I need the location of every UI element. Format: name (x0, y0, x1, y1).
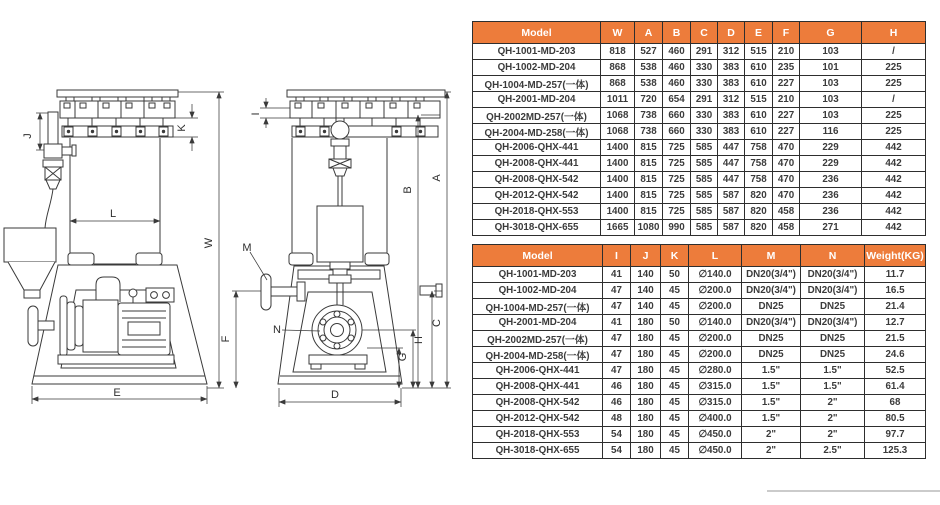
column-header: K (661, 245, 689, 267)
value-cell: 45 (661, 331, 689, 347)
value-cell: 330 (691, 60, 718, 76)
value-cell: 527 (635, 44, 663, 60)
value-cell: 515 (745, 92, 773, 108)
table-row (473, 427, 926, 443)
dim-label-i: I (250, 112, 262, 116)
value-cell: 442 (862, 172, 926, 188)
table-row (473, 108, 926, 124)
value-cell: 45 (661, 379, 689, 395)
value-cell: 610 (745, 124, 773, 140)
value-cell: 470 (773, 140, 800, 156)
column-header: F (773, 22, 800, 44)
value-cell: 610 (745, 76, 773, 92)
table-row (473, 443, 926, 459)
value-cell: 21.4 (865, 299, 926, 315)
value-cell: 180 (631, 427, 661, 443)
table-row (473, 363, 926, 379)
value-cell: DN25 (801, 347, 865, 363)
value-cell: 312 (718, 44, 745, 60)
value-cell: 758 (745, 140, 773, 156)
table-row (473, 124, 926, 140)
value-cell: 470 (773, 188, 800, 204)
value-cell: 460 (663, 76, 691, 92)
value-cell: 460 (663, 44, 691, 60)
value-cell: 1665 (601, 220, 635, 236)
value-cell: 225 (862, 60, 926, 76)
value-cell: 45 (661, 283, 689, 299)
value-cell: ∅140.0 (689, 315, 742, 331)
value-cell: 868 (601, 60, 635, 76)
value-cell: 585 (691, 172, 718, 188)
table-row (473, 220, 926, 236)
value-cell: 820 (745, 204, 773, 220)
value-cell: 868 (601, 76, 635, 92)
table-row (473, 76, 926, 92)
value-cell: 47 (603, 363, 631, 379)
value-cell: 515 (745, 44, 773, 60)
value-cell: 229 (800, 140, 862, 156)
value-cell: 725 (663, 204, 691, 220)
value-cell: 1400 (601, 172, 635, 188)
table-row (473, 395, 926, 411)
value-cell: 447 (718, 140, 745, 156)
model-cell: QH-1001-MD-203 (473, 44, 601, 60)
value-cell: DN20(3/4") (742, 315, 801, 331)
value-cell: ∅200.0 (689, 299, 742, 315)
value-cell: 1080 (635, 220, 663, 236)
model-cell: QH-2002MD-257(一体) (473, 331, 603, 347)
value-cell: 12.7 (865, 315, 926, 331)
value-cell: 2.5" (801, 443, 865, 459)
value-cell: ∅280.0 (689, 363, 742, 379)
column-header: C (691, 22, 718, 44)
value-cell: 45 (661, 411, 689, 427)
value-cell: 442 (862, 156, 926, 172)
value-cell: 470 (773, 156, 800, 172)
model-cell: QH-2018-QHX-553 (473, 204, 601, 220)
value-cell: 720 (635, 92, 663, 108)
value-cell: 738 (635, 108, 663, 124)
value-cell: 383 (718, 124, 745, 140)
model-cell: QH-1004-MD-257(一体) (473, 76, 601, 92)
value-cell: 227 (773, 76, 800, 92)
value-cell: DN25 (801, 299, 865, 315)
model-cell: QH-2006-QHX-441 (473, 363, 603, 379)
value-cell: 1068 (601, 124, 635, 140)
value-cell: 447 (718, 156, 745, 172)
front-view (4, 90, 207, 384)
table-row (473, 172, 926, 188)
value-cell: 41 (603, 315, 631, 331)
value-cell: 11.7 (865, 267, 926, 283)
value-cell: 103 (800, 44, 862, 60)
value-cell: 458 (773, 220, 800, 236)
model-cell: QH-2001-MD-204 (473, 315, 603, 331)
value-cell: 271 (800, 220, 862, 236)
value-cell: 225 (862, 76, 926, 92)
model-cell: QH-2008-QHX-542 (473, 172, 601, 188)
value-cell: 1.5" (801, 379, 865, 395)
model-cell: QH-2006-QHX-441 (473, 140, 601, 156)
value-cell: 470 (773, 172, 800, 188)
value-cell: 180 (631, 331, 661, 347)
value-cell: 45 (661, 443, 689, 459)
value-cell: 460 (663, 60, 691, 76)
value-cell: DN25 (742, 331, 801, 347)
dim-label-m: M (242, 242, 252, 254)
value-cell: 820 (745, 188, 773, 204)
model-cell: QH-2008-QHX-441 (473, 379, 603, 395)
column-header: W (601, 22, 635, 44)
value-cell: 585 (691, 188, 718, 204)
model-cell: QH-3018-QHX-655 (473, 443, 603, 459)
dim-label-a: A (431, 174, 443, 182)
column-header: Model (473, 245, 603, 267)
value-cell: 725 (663, 188, 691, 204)
value-cell: 97.7 (865, 427, 926, 443)
value-cell: 52.5 (865, 363, 926, 379)
value-cell: 725 (663, 140, 691, 156)
model-cell: QH-2012-QHX-542 (473, 188, 601, 204)
value-cell: 587 (718, 204, 745, 220)
value-cell: 447 (718, 172, 745, 188)
value-cell: 610 (745, 60, 773, 76)
value-cell: DN20(3/4") (801, 283, 865, 299)
value-cell: 820 (745, 220, 773, 236)
value-cell: 1011 (601, 92, 635, 108)
column-header: B (663, 22, 691, 44)
value-cell: 46 (603, 395, 631, 411)
dim-label-l: L (109, 208, 117, 220)
value-cell: / (862, 92, 926, 108)
value-cell: 758 (745, 172, 773, 188)
model-cell: QH-2008-QHX-441 (473, 156, 601, 172)
value-cell: 725 (663, 156, 691, 172)
value-cell: 54 (603, 427, 631, 443)
value-cell: 24.6 (865, 347, 926, 363)
value-cell: 2" (801, 427, 865, 443)
model-cell: QH-2001-MD-204 (473, 92, 601, 108)
value-cell: 47 (603, 331, 631, 347)
value-cell: 210 (773, 44, 800, 60)
table-row (473, 156, 926, 172)
value-cell: 227 (773, 108, 800, 124)
model-cell: QH-2008-QHX-542 (473, 395, 603, 411)
table-row (473, 283, 926, 299)
value-cell: 236 (800, 172, 862, 188)
model-cell: QH-1002-MD-204 (473, 283, 603, 299)
value-cell: 654 (663, 92, 691, 108)
value-cell: 330 (691, 108, 718, 124)
column-header: Weight(KG) (865, 245, 926, 267)
value-cell: 818 (601, 44, 635, 60)
value-cell: 815 (635, 140, 663, 156)
column-header: G (800, 22, 862, 44)
value-cell: 229 (800, 156, 862, 172)
model-cell: QH-1001-MD-203 (473, 267, 603, 283)
value-cell: ∅200.0 (689, 283, 742, 299)
model-cell: QH-1004-MD-257(一体) (473, 299, 603, 315)
model-cell: QH-2018-QHX-553 (473, 427, 603, 443)
value-cell: 1400 (601, 156, 635, 172)
model-cell: QH-1002-MD-204 (473, 60, 601, 76)
value-cell: 738 (635, 124, 663, 140)
model-cell: QH-2004-MD-258(一体) (473, 347, 603, 363)
value-cell: 50 (661, 267, 689, 283)
value-cell: 312 (718, 92, 745, 108)
value-cell: 1400 (601, 204, 635, 220)
value-cell: 225 (862, 108, 926, 124)
table-row (473, 331, 926, 347)
model-cell: QH-2012-QHX-542 (473, 411, 603, 427)
table-row (473, 204, 926, 220)
value-cell: 758 (745, 156, 773, 172)
dim-label-j: J (22, 133, 34, 139)
value-cell: 180 (631, 411, 661, 427)
column-header: A (635, 22, 663, 44)
value-cell: 442 (862, 188, 926, 204)
value-cell: 815 (635, 204, 663, 220)
value-cell: 585 (691, 204, 718, 220)
value-cell: 101 (800, 60, 862, 76)
value-cell: 47 (603, 299, 631, 315)
value-cell: 1.5" (742, 379, 801, 395)
value-cell: DN20(3/4") (801, 267, 865, 283)
value-cell: 815 (635, 156, 663, 172)
value-cell: 815 (635, 172, 663, 188)
column-header: N (801, 245, 865, 267)
value-cell: 330 (691, 124, 718, 140)
value-cell: 210 (773, 92, 800, 108)
value-cell: 103 (800, 108, 862, 124)
value-cell: 68 (865, 395, 926, 411)
value-cell: 1.5" (742, 363, 801, 379)
value-cell: 383 (718, 76, 745, 92)
value-cell: 236 (800, 188, 862, 204)
value-cell: 47 (603, 283, 631, 299)
value-cell: 180 (631, 395, 661, 411)
dim-label-d: D (331, 389, 339, 401)
table-header-row (473, 245, 926, 267)
value-cell: 54 (603, 443, 631, 459)
table-row (473, 267, 926, 283)
column-header: I (603, 245, 631, 267)
value-cell: 48 (603, 411, 631, 427)
column-header: H (862, 22, 926, 44)
dim-label-f: F (220, 335, 232, 343)
value-cell: ∅200.0 (689, 347, 742, 363)
value-cell: 45 (661, 427, 689, 443)
value-cell: ∅200.0 (689, 331, 742, 347)
column-header: J (631, 245, 661, 267)
table-row (473, 411, 926, 427)
value-cell: 458 (773, 204, 800, 220)
value-cell: 16.5 (865, 283, 926, 299)
value-cell: 2" (801, 411, 865, 427)
value-cell: 50 (661, 315, 689, 331)
value-cell: 103 (800, 76, 862, 92)
dim-label-h: H (413, 336, 425, 344)
dim-label-k: K (176, 124, 188, 132)
value-cell: 1.5" (801, 363, 865, 379)
value-cell: 1.5" (742, 411, 801, 427)
value-cell: 140 (631, 267, 661, 283)
value-cell: 45 (661, 347, 689, 363)
value-cell: 2" (742, 443, 801, 459)
value-cell: ∅400.0 (689, 411, 742, 427)
value-cell: DN20(3/4") (742, 283, 801, 299)
value-cell: 41 (603, 267, 631, 283)
value-cell: 227 (773, 124, 800, 140)
model-cell: QH-2004-MD-258(一体) (473, 124, 601, 140)
dim-label-w: W (203, 237, 215, 249)
value-cell: 587 (718, 188, 745, 204)
value-cell: 660 (663, 108, 691, 124)
table-row (473, 140, 926, 156)
value-cell: 291 (691, 92, 718, 108)
dim-label-c: C (431, 319, 443, 327)
value-cell: 140 (631, 299, 661, 315)
table-row (473, 315, 926, 331)
table-row (473, 188, 926, 204)
dim-label-g: G (397, 352, 409, 362)
value-cell: 383 (718, 60, 745, 76)
value-cell: 103 (800, 92, 862, 108)
table-row (473, 299, 926, 315)
value-cell: 585 (691, 220, 718, 236)
column-header: E (745, 22, 773, 44)
value-cell: ∅315.0 (689, 395, 742, 411)
value-cell: 815 (635, 188, 663, 204)
value-cell: 180 (631, 347, 661, 363)
value-cell: DN20(3/4") (742, 267, 801, 283)
value-cell: 180 (631, 443, 661, 459)
pump-drawing-svg (0, 0, 470, 500)
value-cell: 45 (661, 395, 689, 411)
value-cell: 47 (603, 347, 631, 363)
table-row (473, 60, 926, 76)
value-cell: DN20(3/4") (801, 315, 865, 331)
table-row (473, 44, 926, 60)
value-cell: 21.5 (865, 331, 926, 347)
column-header: D (718, 22, 745, 44)
table-row (473, 347, 926, 363)
value-cell: 180 (631, 363, 661, 379)
value-cell: 538 (635, 76, 663, 92)
value-cell: 660 (663, 124, 691, 140)
dimension-table-upper (472, 21, 926, 236)
value-cell: / (862, 44, 926, 60)
value-cell: 1068 (601, 108, 635, 124)
value-cell: 442 (862, 140, 926, 156)
table-row (473, 379, 926, 395)
dim-label-n: N (273, 324, 281, 336)
value-cell: DN25 (742, 299, 801, 315)
value-cell: 45 (661, 363, 689, 379)
value-cell: 140 (631, 283, 661, 299)
value-cell: 180 (631, 379, 661, 395)
value-cell: DN25 (742, 347, 801, 363)
value-cell: 61.4 (865, 379, 926, 395)
table-row (473, 92, 926, 108)
value-cell: 442 (862, 204, 926, 220)
column-header: M (742, 245, 801, 267)
value-cell: 725 (663, 172, 691, 188)
value-cell: 538 (635, 60, 663, 76)
value-cell: 236 (800, 204, 862, 220)
value-cell: 180 (631, 315, 661, 331)
value-cell: 585 (691, 140, 718, 156)
dim-label-b: B (402, 186, 414, 194)
value-cell: 1400 (601, 188, 635, 204)
value-cell: 2" (801, 395, 865, 411)
value-cell: 587 (718, 220, 745, 236)
value-cell: 610 (745, 108, 773, 124)
value-cell: ∅450.0 (689, 427, 742, 443)
dim-label-e: E (113, 387, 121, 399)
table-header-row (473, 22, 926, 44)
model-cell: QH-3018-QHX-655 (473, 220, 601, 236)
value-cell: 46 (603, 379, 631, 395)
value-cell: 383 (718, 108, 745, 124)
model-cell: QH-2002MD-257(一体) (473, 108, 601, 124)
value-cell: 330 (691, 76, 718, 92)
spec-tables (472, 21, 926, 459)
value-cell: 125.3 (865, 443, 926, 459)
value-cell: 2" (742, 427, 801, 443)
value-cell: ∅315.0 (689, 379, 742, 395)
value-cell: 585 (691, 156, 718, 172)
column-header: L (689, 245, 742, 267)
page-edge-line (767, 490, 940, 492)
value-cell: 116 (800, 124, 862, 140)
value-cell: 80.5 (865, 411, 926, 427)
value-cell: 1.5" (742, 395, 801, 411)
dimension-table-lower (472, 244, 926, 459)
value-cell: 225 (862, 124, 926, 140)
value-cell: 1400 (601, 140, 635, 156)
value-cell: 442 (862, 220, 926, 236)
column-header: Model (473, 22, 601, 44)
value-cell: 235 (773, 60, 800, 76)
value-cell: ∅450.0 (689, 443, 742, 459)
value-cell: DN25 (801, 331, 865, 347)
value-cell: 990 (663, 220, 691, 236)
technical-drawing (0, 0, 470, 500)
value-cell: ∅140.0 (689, 267, 742, 283)
value-cell: 291 (691, 44, 718, 60)
value-cell: 45 (661, 299, 689, 315)
